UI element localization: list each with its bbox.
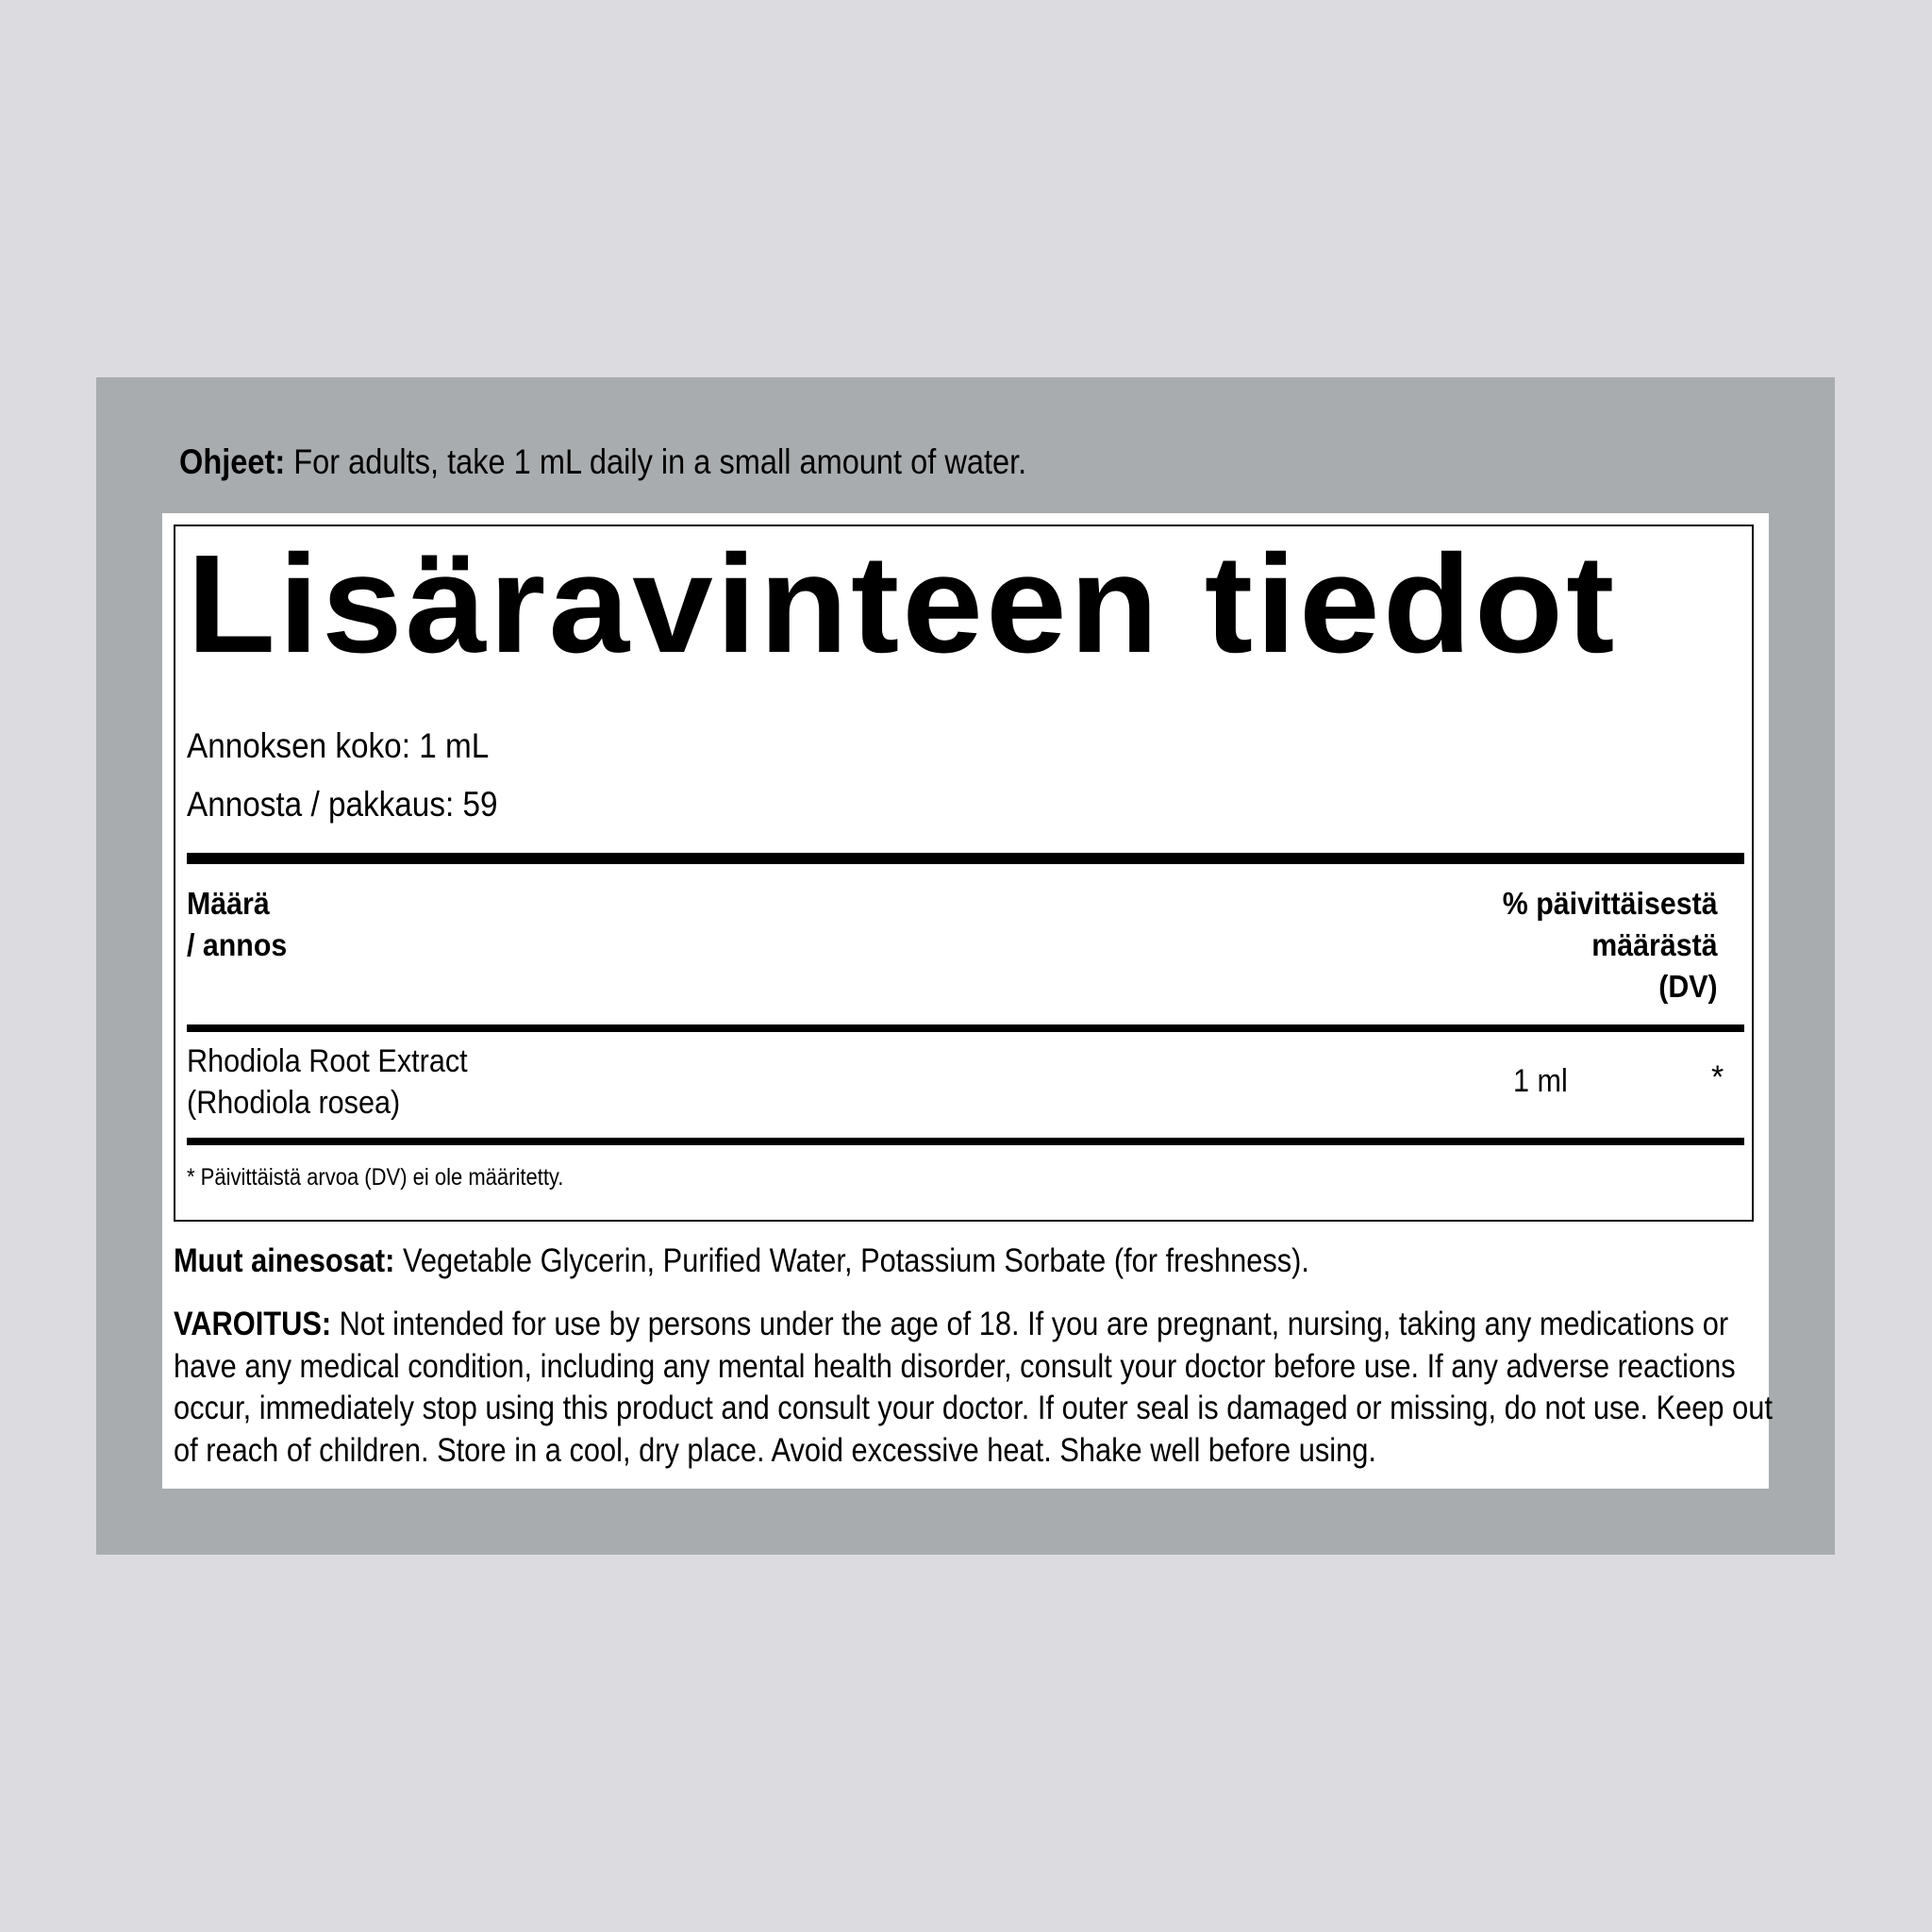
directions-body: For adults, take 1 mL daily in a small amount of water. (285, 442, 1027, 481)
supplement-facts-box (174, 525, 1754, 1222)
servings-per-container: Annosta / pakkaus: 59 (187, 785, 498, 824)
other-ingredients-body: Vegetable Glycerin, Purified Water, Potassium Sorbate (for freshness). (394, 1242, 1309, 1279)
header-right-line: % päivittäisestä (1503, 886, 1718, 921)
other-ingredients (174, 1240, 1309, 1283)
warning-label: VAROITUS: (174, 1306, 332, 1342)
ingredient-name-line: Rhodiola Root Extract (187, 1043, 468, 1079)
directions-label: Ohjeet: (179, 442, 286, 481)
header-right-line: (DV) (1658, 969, 1718, 1004)
ingredient-name-line: (Rhodiola rosea) (187, 1085, 401, 1121)
dv-footnote: * Päivittäistä arvoa (DV) ei ole määritetty. (187, 1164, 564, 1191)
header-right-line: määrästä (1591, 927, 1718, 962)
label-panel (96, 377, 1835, 1555)
label-white-area (162, 513, 1773, 1489)
warning-text (174, 1304, 1775, 1472)
ingredient-amount: 1 ml (1513, 1063, 1568, 1099)
ingredient-daily-value: * (1711, 1059, 1724, 1095)
ingredient-name (187, 1041, 468, 1124)
other-ingredients-label: Muut ainesosat: (174, 1242, 395, 1279)
directions-text (179, 439, 1026, 486)
facts-title: Lisäravinteen tiedot (187, 526, 1618, 682)
header-left-line: Määrä (187, 886, 270, 921)
warning-body: Not intended for use by persons under the age of 18. If you are pregnant, nursing, taking any medications or have any medical condition, including any mental health disorder, consult your doctor before use. If any adverse reactions occur, immediately stop using this product and consult your doctor. If outer seal is damaged or missing, do not use. Keep out of reach of children. Store in a cool, dry place. Avoid excessive heat. Shake well before using. (174, 1306, 1773, 1469)
medium-divider (187, 1138, 1744, 1145)
serving-size: Annoksen koko: 1 mL (187, 726, 490, 765)
amount-per-serving-header (187, 883, 287, 966)
header-left-line: / annos (187, 927, 288, 962)
thick-divider (187, 853, 1744, 864)
medium-divider (187, 1024, 1744, 1032)
daily-value-header (1503, 883, 1718, 1008)
